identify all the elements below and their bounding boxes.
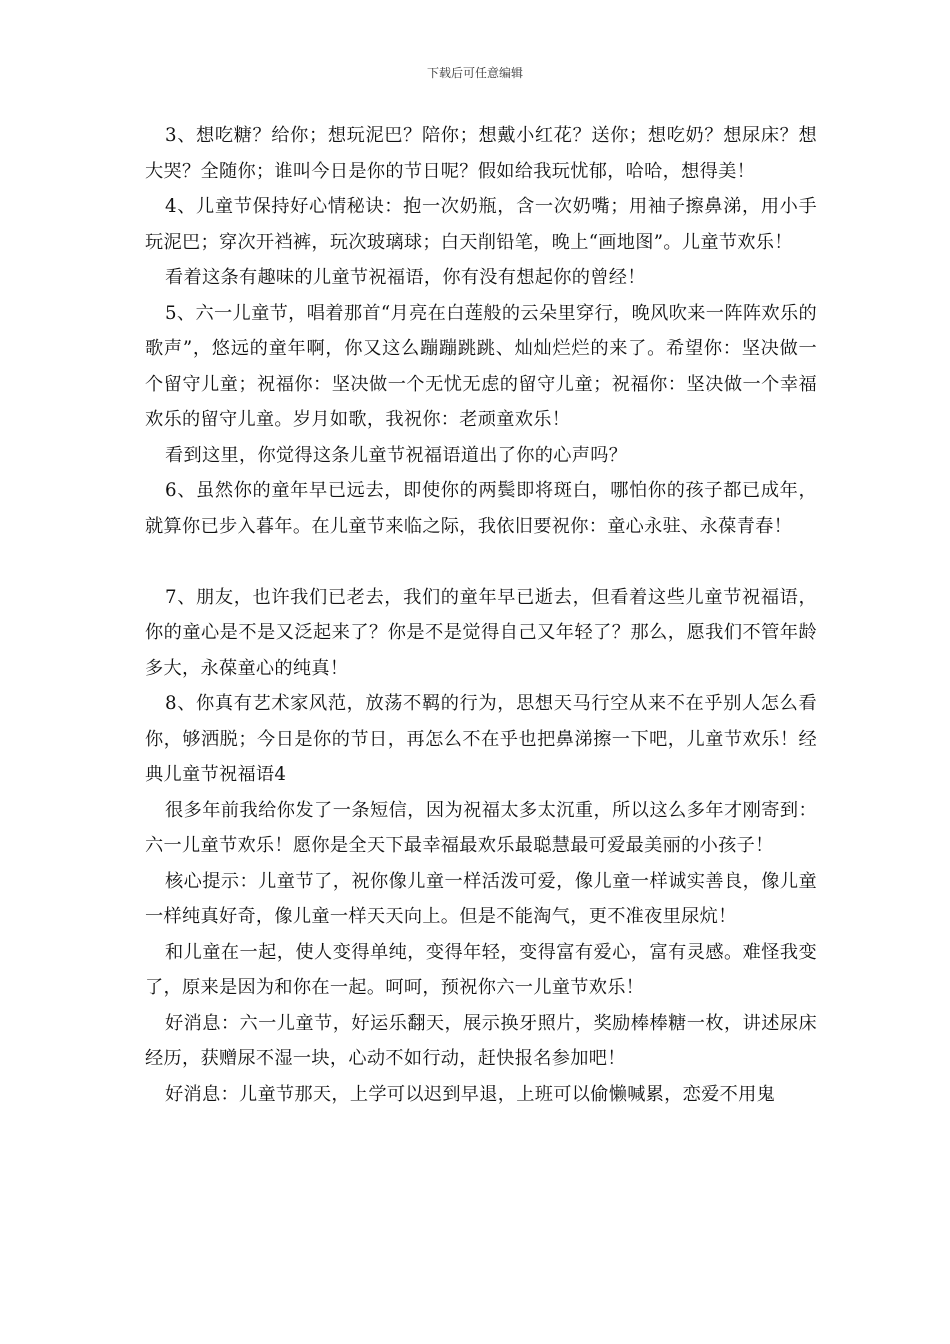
paragraph-8: 8、你真有艺术家风范，放荡不羁的行为，思想天马行空从来不在乎别人怎么看你，够洒脱；今日是你的节日，再怎么不在乎也把鼻涕擦一下吧，儿童节欢乐！经典儿童节祝福语4 — [145, 693, 817, 785]
paragraph-5: 5、六一儿童节，唱着那首“月亮在白莲般的云朵里穿行，晚风吹来一阵阵欢乐的歌声”，悠远的童年啊，你又这么蹦蹦跳跳、灿灿烂烂的来了。希望你：坚决做一个留守儿童；祝福你：坚决做一个无忧无虑的留守儿童；祝福你：坚决做一个幸福欢乐的留守儿童。岁月如歌，我祝你：老顽童欢乐！ — [145, 302, 817, 430]
paragraph-comment-1: 看着这条有趣味的儿童节祝福语，你有没有想起你的曾经！ — [165, 267, 646, 288]
blank-line — [145, 544, 817, 580]
paragraph-7: 7、朋友，也许我们已老去，我们的童年早已逝去，但看着这些儿童节祝福语，你的童心是不是又泛起来了？你是不是觉得自己又年轻了？那么，愿我们不管年龄多大，永葆童心的纯真！ — [145, 586, 817, 679]
paragraph-comment-2: 看到这里，你觉得这条儿童节祝福语道出了你的心声吗？ — [165, 444, 628, 466]
paragraph-core-tip: 核心提示：儿童节了，祝你像儿童一样活泼可爱，像儿童一样诚实善良，像儿童一样纯真好奇，像儿童一样天天向上。但是不能淘气，更不准夜里尿炕！ — [145, 870, 817, 927]
paragraph-good-news-1: 好消息：六一儿童节，好运乐翻天，展示换牙照片，奖励棒棒糖一枚，讲述尿床经历，获赠尿不湿一块，心动不如行动，赶快报名参加吧！ — [145, 1012, 817, 1069]
paragraph-6: 6、虽然你的童年早已远去，即使你的两鬓即将斑白，哪怕你的孩子都已成年，就算你已步入暮年。在儿童节来临之际，我依旧要祝你：童心永驻、永葆青春！ — [145, 480, 817, 537]
paragraph-3: 3、想吃糖？给你；想玩泥巴？陪你；想戴小红花？送你；想吃奶？想尿床？想大哭？全随你；谁叫今日是你的节日呢？假如给我玩忧郁，哈哈，想得美！ — [145, 125, 817, 182]
paragraph-with-children: 和儿童在一起，使人变得单纯，变得年轻，变得富有爱心，富有灵感。难怪我变了，原来是因为和你在一起。呵呵，预祝你六一儿童节欢乐！ — [145, 941, 817, 998]
paragraph-good-news-2: 好消息：儿童节那天，上学可以迟到早退，上班可以偷懒喊累，恋爱不用鬼 — [165, 1083, 776, 1105]
paragraph-4: 4、儿童节保持好心情秘诀：抱一次奶瓶，含一次奶嘴；用袖子擦鼻涕，用小手玩泥巴；穿次开裆裤，玩次玻璃球；白天削铅笔，晚上“画地图”。儿童节欢乐！ — [145, 196, 817, 253]
page-header: 下载后可任意编辑 — [426, 66, 523, 80]
document-body — [145, 118, 817, 1112]
paragraph-sms: 很多年前我给你发了一条短信，因为祝福太多太沉重，所以这么多年才刚寄到：六一儿童节欢乐！愿你是全天下最幸福最欢乐最聪慧最可爱最美丽的小孩子！ — [145, 799, 817, 856]
